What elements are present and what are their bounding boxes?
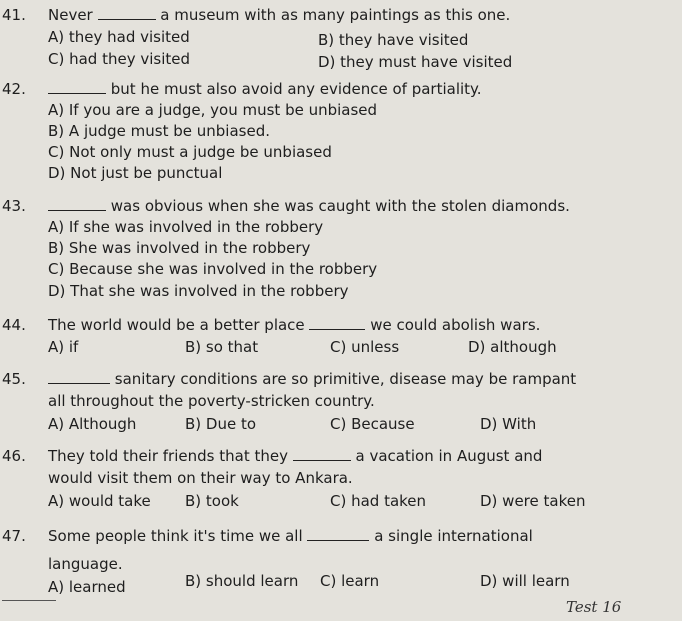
question-47-option-d: D) will learn bbox=[480, 572, 570, 590]
question-44-option-a: A) if bbox=[48, 338, 79, 356]
question-41-stem-before: Never bbox=[48, 6, 93, 24]
question-45-stem-after: sanitary conditions are so primitive, disease may be rampant bbox=[114, 370, 577, 388]
question-43-option-a: A) If she was involved in the robbery bbox=[48, 218, 324, 236]
question-46-stem-after: a vacation in August and bbox=[355, 447, 543, 465]
question-47-stem-line2: language. bbox=[48, 555, 123, 573]
test-number-footer: Test 16 bbox=[566, 598, 622, 616]
question-43-option-c: C) Because she was involved in the robbery bbox=[48, 260, 378, 278]
question-42-blank bbox=[48, 81, 106, 94]
question-45-option-d: D) With bbox=[480, 415, 537, 433]
question-46-option-c: C) had taken bbox=[330, 492, 427, 510]
question-46-stem-before: They told their friends that they bbox=[48, 447, 288, 465]
question-46-option-b: B) took bbox=[185, 492, 239, 510]
question-42-option-b: B) A judge must be unbiased. bbox=[48, 122, 270, 140]
question-47-option-a: A) learned bbox=[48, 578, 126, 596]
question-43-option-b: B) She was involved in the robbery bbox=[48, 239, 311, 257]
question-44-stem bbox=[48, 315, 540, 335]
question-41-option-a: A) they had visited bbox=[48, 28, 190, 46]
question-42-stem-after: but he must also avoid any evidence of partiality. bbox=[110, 80, 482, 98]
question-45-blank bbox=[48, 371, 110, 384]
question-44-option-d: D) although bbox=[468, 338, 557, 356]
question-42-number: 42. bbox=[2, 80, 26, 98]
question-41-number: 41. bbox=[2, 6, 26, 24]
question-42-option-c: C) Not only must a judge be unbiased bbox=[48, 143, 332, 161]
question-46-blank bbox=[293, 448, 351, 461]
question-46-stem bbox=[48, 446, 542, 466]
question-41-option-b: B) they have visited bbox=[318, 31, 469, 49]
question-45-stem bbox=[48, 369, 576, 389]
question-47-option-c: C) learn bbox=[320, 572, 380, 590]
question-46-stem-line2: would visit them on their way to Ankara. bbox=[48, 469, 353, 487]
question-41-option-d: D) they must have visited bbox=[318, 53, 513, 71]
question-41-stem bbox=[48, 5, 510, 25]
question-44-blank bbox=[309, 317, 365, 330]
question-42-stem bbox=[48, 79, 482, 99]
question-41-option-c: C) had they visited bbox=[48, 50, 191, 68]
question-46-option-d: D) were taken bbox=[480, 492, 586, 510]
question-42-option-a: A) If you are a judge, you must be unbiased bbox=[48, 101, 378, 119]
question-44-option-c: C) unless bbox=[330, 338, 400, 356]
question-41-stem-after: a museum with as many paintings as this one. bbox=[160, 6, 511, 24]
question-45-option-b: B) Due to bbox=[185, 415, 257, 433]
question-45-option-c: C) Because bbox=[330, 415, 415, 433]
question-47-stem bbox=[48, 526, 533, 546]
question-47-stem-after: a single international bbox=[374, 527, 533, 545]
question-45-number: 45. bbox=[2, 370, 26, 388]
question-47-number: 47. bbox=[2, 527, 26, 545]
question-47-stem-before: Some people think it's time we all bbox=[48, 527, 303, 545]
question-43-stem-after: was obvious when she was caught with the stolen diamonds. bbox=[110, 197, 570, 215]
question-43-stem bbox=[48, 196, 570, 216]
question-46-option-a: A) would take bbox=[48, 492, 151, 510]
question-47-option-b: B) should learn bbox=[185, 572, 299, 590]
question-46-number: 46. bbox=[2, 447, 26, 465]
question-47-blank bbox=[307, 528, 369, 541]
question-43-number: 43. bbox=[2, 197, 26, 215]
question-44-option-b: B) so that bbox=[185, 338, 259, 356]
question-44-stem-before: The world would be a better place bbox=[48, 316, 305, 334]
page-edge-rule bbox=[2, 600, 56, 601]
question-42-option-d: D) Not just be punctual bbox=[48, 164, 223, 182]
question-45-stem-line2: all throughout the poverty-stricken country. bbox=[48, 392, 375, 410]
question-43-blank bbox=[48, 198, 106, 211]
question-45-option-a: A) Although bbox=[48, 415, 137, 433]
question-43-option-d: D) That she was involved in the robbery bbox=[48, 282, 349, 300]
question-44-number: 44. bbox=[2, 316, 26, 334]
question-44-stem-after: we could abolish wars. bbox=[370, 316, 541, 334]
question-41-blank bbox=[98, 7, 156, 20]
